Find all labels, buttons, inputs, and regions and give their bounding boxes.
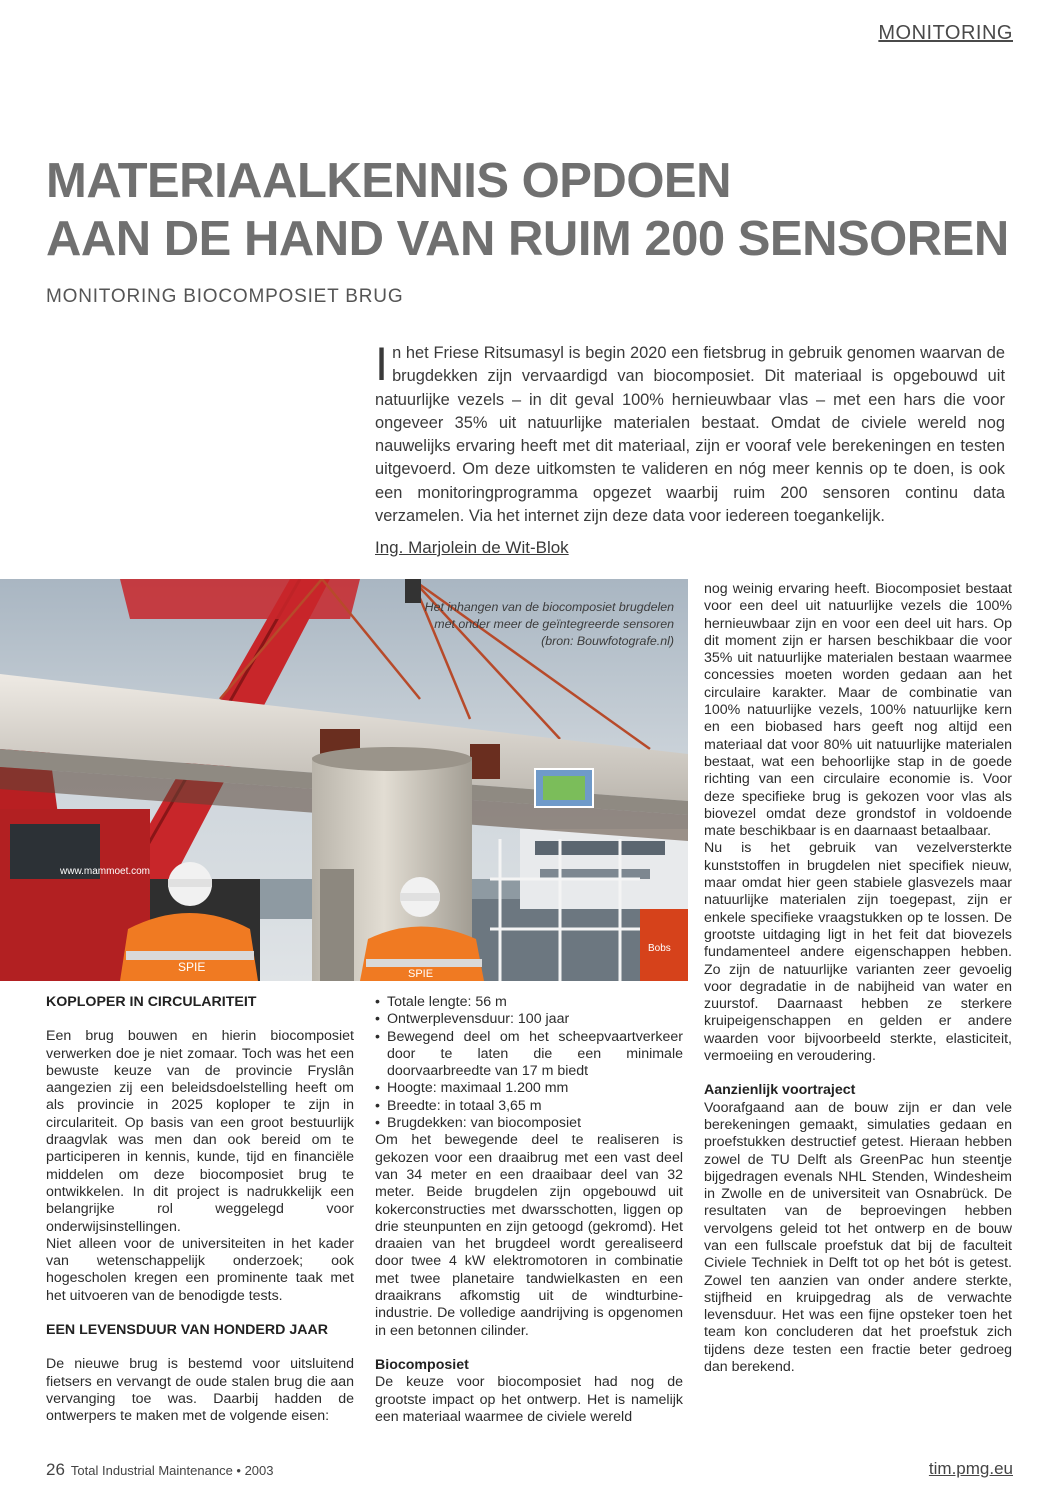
intro-paragraph [375, 337, 1005, 528]
footer-publication [46, 1460, 274, 1480]
article-subtitle: MONITORING BIOCOMPOSIET BRUG [46, 286, 404, 307]
paragraph: Niet alleen voor de universiteiten in het kader van wetenschappelijk onderzoek; ook hogescholen kregen een prominente taak met het uitvoeren van de benodigde tests. [46, 1235, 354, 1304]
photo-caption: Het inhangen van de biocomposiet brugdelen met onder meer de geïntegreerde sensoren (bron: Bouwfotografe.nl) [424, 600, 674, 648]
heading-koploper: KOPLOPER IN CIRCULARITEIT [46, 994, 257, 1010]
column-3 [704, 581, 1012, 1376]
list-item: • Bewegend deel om het scheepvaartverkeer door te laten die een minimale doorvaarbreedte van 17 m biedt [375, 1029, 683, 1081]
machine-text: Bobs [648, 943, 671, 954]
column-1 [46, 994, 354, 1426]
intro-text: n het Friese Ritsumasyl is begin 2020 een fietsbrug in gebruik genomen waarvan de brugdekken zijn vervaardigd van biocomposiet. Dit materiaal is opgebouwd uit natuurlijke vezels – in dit geval 100% hernieuwbaar vlas – met een hars die voor ongeveer 35% uit natuurlijke materialen bestaat. Omdat de civiele wereld nog nauwelijks ervaring heeft met dit materiaal, zijn er vooraf vele berekeningen en testen uitgevoerd. Om deze uitkomsten te valideren en nóg meer kennis op te doen, is ook een monitoringprogramma opgezet waarbij ruim 200 sensoren continu data verzamelen. Via het internet zijn deze data voor iedereen toegankelijk. [375, 344, 1005, 526]
paragraph: Nu is het gebruik van vezelversterkte kunststoffen in brugdelen niet specifiek nieuw, maar omdat hier geen stabiele glasvezels maar natuurlijke materialen zijn toegepast, zijn er enkele specifieke vraagstukken op te lossen. De grootste uitdaging ligt in het feit dat biovezels fundamenteel andere eigenschappen hebben. Zo zijn de natuurlijke varianten zeer gevoelig voor degradatie in de nabijheid van water en zuurstof. Daarnaast hebben ze sterkere kruipeigenschappen en gelden er andere waarden voor bijvoorbeeld sterkte, elasticiteit, vermoeiing en veroudering. [704, 840, 1012, 1065]
paragraph: Een brug bouwen en hierin biocomposiet verwerken doe je niet zomaar. Toch was het een bewuste keuze van de provincie Fryslân aangezien zij een beleidsdoelstelling heeft om als provincie in 2025 koploper te zijn in circulariteit. Op basis van een groot bestuurlijk draagvlak was men dan ook bereid om te participeren in kennis, kunde, tijd en financiële middelen om deze biocomposiet brug te ontwikkelen. In dit project is nadrukkelijk een belangrijke rol weggelegd voor onderwijsinstellingen. [46, 1028, 354, 1235]
list-item: • Totale lengte: 56 m [375, 994, 683, 1011]
requirements-list [375, 994, 683, 1132]
paragraph: nog weinig ervaring heeft. Biocomposiet bestaat voor een deel uit natuurlijke vezels die 100% hernieuwbaar zijn en voor een deel uit hars. Op dit moment zijn er harsen beschikbaar die voor 35% uit natuurlijke materialen bestaan waarmee concessies moeten worden gedaan aan het circulaire karakter. Maar de combinatie van 100% natuurlijke vezels, 100% natuurlijke kern en een biobased hars geeft nog altijd een materiaal dat voor 80% uit natuurlijke materialen bestaat, wat een behoorlijke stap in de goede richting van een circulaire economie is. Voor deze specifieke brug is gekozen voor vlas als biovezel omdat deze grondstof in voldoende mate beschikbaar is en daarnaast betaalbaar. [704, 581, 1012, 840]
article-title [46, 152, 1016, 268]
section-label: MONITORING [878, 22, 1013, 44]
crane-text: www.mammoet.com [60, 866, 151, 877]
paragraph: De keuze voor biocomposiet had nog de grootste impact op het ontwerp. Het is namelijk een materiaal waarmee de civiele wereld [375, 1374, 683, 1425]
vest-text-2: SPIE [408, 968, 434, 980]
drop-cap: I [375, 337, 389, 390]
vest-text-1: SPIE [178, 960, 206, 974]
title-line-2: AAN DE HAND VAN RUIM 200 SENSOREN [46, 212, 1009, 266]
website-link[interactable]: tim.pmg.eu [928, 1459, 1013, 1478]
paragraph: Om het bewegende deel te realiseren is gekozen voor een draaibrug met een vast deel van 34 meter en een draaibaar deel van 32 meter. Beide brugdelen zijn opgebouwd uit kokerconstructies met dwarsschotten, liggen op drie steunpunten en zijn getoogd (gekromd). Het draaien van het brugdeel wordt gerealiseerd door twee 4 kW elektromotoren in combinatie met twee planetaire tandwielkasten en een draaikrans afkomstig uit de windturbine-industrie. De volledige aandrijving is opgenomen in een betonnen cilinder. [375, 1132, 683, 1339]
list-item: • Brugdekken: van biocomposiet [375, 1115, 683, 1132]
author-link[interactable]: Ing. Marjolein de Wit-Blok [375, 538, 569, 557]
list-item: • Ontwerplevensduur: 100 jaar [375, 1011, 683, 1028]
heading-voortraject: Aanzienlijk voortraject [704, 1082, 856, 1099]
publication-name: Total Industrial Maintenance • 2003 [70, 1463, 274, 1478]
paragraph: De nieuwe brug is bestemd voor uitsluitend fietsers en vervangt de oude stalen brug die aan vervanging toe was. Daarbij hadden de ontwerpers te maken met de volgende eisen: [46, 1356, 354, 1425]
title-line-1: MATERIAALKENNIS OPDOEN [46, 154, 732, 208]
paragraph: Voorafgaand aan de bouw zijn er dan vele berekeningen gemaakt, simulaties gedaan en proefstukken destructief getest. Hieraan hebben zowel de TU Delft als GreenPac hun steentje bijgedragen evenals NHL Stenden, Windesheim in Zwolle en de universiteit van Osnabrück. De resultaten van de beproevingen hebben vervolgens geleid tot het ontwerp en de bouw van een fullscale proefstuk dat bij de faculteit Civiele Techniek in Delft tot op het bót is getest. Zowel ten aanzien van onder andere sterkte, stijfheid en kruipgedrag als de verwachte levensduur. Het was een fijne opsteker toen het team kon concluderen dat het proefstuk zich tijdens deze testen een fractie beter gedroeg dan berekend. [704, 1099, 1012, 1376]
list-item: • Hoogte: maximaal 1.200 mm [375, 1080, 683, 1097]
list-item: • Breedte: in totaal 3,65 m [375, 1098, 683, 1115]
heading-biocomposiet: Biocomposiet [375, 1356, 469, 1373]
bridge-photo [0, 579, 688, 981]
column-2 [375, 994, 683, 1426]
heading-levensduur: EEN LEVENSDUUR VAN HONDERD JAAR [46, 1322, 328, 1339]
page-number: 26 [46, 1460, 65, 1479]
